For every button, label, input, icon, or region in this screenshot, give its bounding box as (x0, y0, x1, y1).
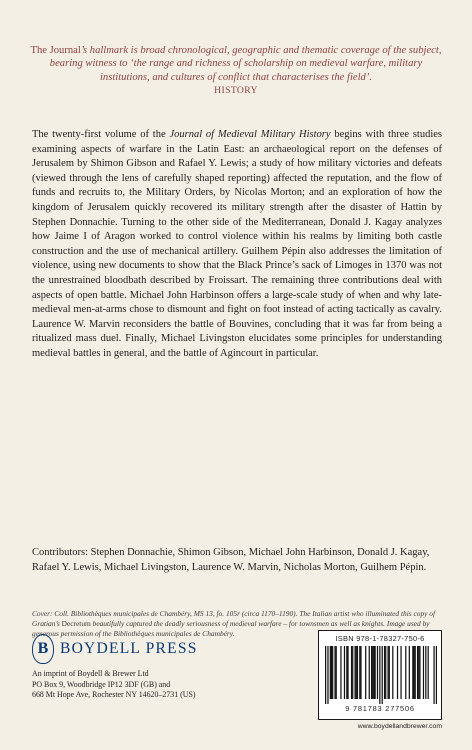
imprint-line: PO Box 9, Woodbridge IP12 3DF (GB) and (32, 679, 171, 689)
barcode-bar (389, 646, 390, 699)
barcode-bar (415, 646, 416, 699)
barcode-bar (347, 646, 348, 699)
barcode-bar (413, 646, 414, 699)
barcode-digits: 9 781783 277506 (345, 704, 415, 713)
cover-credit-text-end: beautifully captured the deadly seriousness of medieval warfare – for townsmen as well as knights. Image used by generous permission of the Bibliothèques municipales de Chambéry. (32, 619, 430, 639)
barcode-bar (405, 646, 406, 699)
shield-icon: B (32, 634, 54, 664)
barcode-bar (325, 646, 326, 704)
publisher-name: BOYDELL PRESS (60, 640, 198, 657)
blurb-body: begins with three studies examining aspects of warfare in the Latin East: an archaeological report on the defenses of Jerusalem by Shimon Gibson and Rafael Y. Lewis; a study of how military victories and defeats (viewed through the lens of carefully shaped reporting) affected the reputation, and the flow of funds and recruits to, the Military Orders, by Nicolas Morton; and an exploration of how the kingdom of Jerusalem quickly recovered its military strength after the disaster of Hattin by Stephen Donnachie. Turning to the other side of the Mediterranean, Donald J. Kagay analyzes how Jaime I of Aragon worked to control violence within his realms by limiting both castle construction and the use of mechanical artillery. Guilhem Pépin also addresses the limitation of violence, using new documents to show that the Black Prince’s sack of Limoges in 1370 was not the unrestrained bloodbath described by Froissart. The remaining three contributions deal with aspects of open battle. Michael John Harbinson offers a large-scale study of when and why late-medieval men-at-arms chose to dismount and fight on foot instead of acting tactically as cavalry. Laurence W. Marvin reconsiders the battle of Bouvines, concluding that it was far from being a ritualized mass duel. Finally, Michael Livingston elucidates some principles for understanding medieval battles in general, and the battle of Agincourt in particular. (32, 129, 442, 359)
barcode-icon (325, 646, 437, 704)
contributors-list: Contributors: Stephen Donnachie, Shimon Gibson, Michael John Harbinson, Donald J. Kagay, Rafael Y. Lewis, Michael Livingston, Laurence W. Marvin, Nicholas Morton, Guilhem Pépin. (32, 547, 430, 573)
barcode-bar (369, 646, 370, 699)
publisher-logo (32, 631, 247, 667)
barcode-bar (371, 646, 372, 699)
barcode-bar (356, 646, 357, 699)
barcode-bar (417, 646, 418, 699)
barcode-bar (409, 646, 410, 699)
barcode-bar (330, 646, 331, 699)
barcode-bar (412, 646, 413, 699)
barcode-bar (331, 646, 332, 699)
barcode-bar (344, 646, 345, 699)
barcode-bar (336, 646, 337, 699)
barcode-bar (354, 646, 355, 699)
barcode-bar (400, 646, 401, 699)
barcode-bar (384, 646, 385, 699)
barcode-bar (377, 646, 378, 699)
description-paragraph (32, 128, 442, 362)
cover-credit-text: Cover: Coll. Bibliothèques municipales de Chambéry, MS 13, fo. 105r (circa 1170–1190). The Italian artist who illuminated this copy of Gratian’s (32, 609, 436, 629)
blurb-journal-title: Journal of Medieval Military History (169, 129, 331, 140)
publisher-website: www.boydellandbrewer.com (357, 723, 442, 730)
barcode-bar (352, 646, 353, 699)
barcode-bar (385, 646, 386, 699)
quote-possessive: ’s (80, 45, 88, 56)
barcode-bar (387, 646, 388, 699)
barcode-bar (375, 646, 376, 699)
barcode-bar (360, 646, 361, 699)
review-quote (30, 44, 442, 98)
quote-text: hallmark is broad chronological, geographic and thematic coverage of the subject, bearing witness to ‘the range and richness of scholarship on medieval warfare, military institutions, and cultures of conflict that characterises the field’. (49, 45, 442, 83)
barcode-bar (334, 646, 335, 699)
barcode-bar (357, 646, 358, 699)
barcode-bar (340, 646, 341, 699)
blurb-intro: The twenty-first volume of the (32, 129, 170, 140)
publisher-address (32, 669, 302, 701)
barcode-bar (373, 646, 374, 699)
quote-journal-title: The Journal (30, 45, 81, 56)
quote-source: HISTORY (214, 85, 258, 97)
barcode-bar (428, 646, 429, 699)
barcode-bar (379, 646, 380, 704)
barcode-bar (365, 646, 366, 699)
barcode-bar (332, 646, 333, 699)
barcode-bar (418, 646, 419, 699)
barcode-bar (327, 646, 328, 704)
barcode-bar (436, 646, 437, 704)
barcode-bar (359, 646, 360, 699)
barcode-bar (433, 646, 434, 704)
barcode-bar (423, 646, 424, 699)
barcode-bar (372, 646, 373, 699)
barcode-bar (425, 646, 426, 699)
imprint-line: 668 Mt Hope Ave, Rochester NY 14620–2731 (US) (32, 690, 196, 700)
barcode-bar (419, 646, 420, 699)
barcode-bar (346, 646, 347, 699)
barcode-bar (392, 646, 393, 699)
imprint-line: An imprint of Boydell & Brewer Ltd (32, 669, 149, 678)
barcode-bar (397, 646, 398, 699)
barcode-bar (382, 646, 383, 704)
isbn-label: ISBN 978-1-78327-750-6 (335, 634, 425, 643)
cover-credit-work: Decretum (61, 619, 91, 629)
barcode-bar (351, 646, 352, 699)
isbn-barcode (318, 630, 442, 720)
